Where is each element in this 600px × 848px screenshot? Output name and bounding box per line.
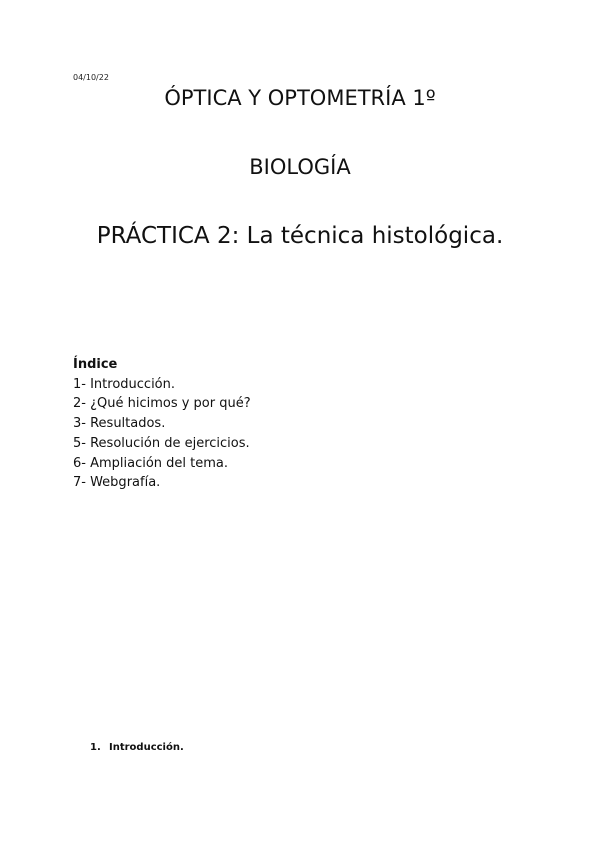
toc-item-webography: 7- Webgrafía. xyxy=(73,475,161,491)
toc-item-extension: 6- Ampliación del tema. xyxy=(73,455,229,471)
toc-item-introduction: 1- Introducción. xyxy=(73,376,176,392)
section-heading xyxy=(90,742,184,753)
practice-title: PRÁCTICA 2: La técnica histológica. xyxy=(96,223,504,249)
toc-list xyxy=(73,375,251,493)
toc-item-results: 3- Resultados. xyxy=(73,416,166,432)
section-number: 1. xyxy=(90,742,101,753)
document-date: 04/10/22 xyxy=(73,73,109,82)
toc-item-what-we-did: 2- ¿Qué hicimos y por qué? xyxy=(73,396,251,412)
table-of-contents xyxy=(73,355,251,493)
subject-title: BIOLOGÍA xyxy=(249,155,351,179)
toc-item-exercises: 5- Resolución de ejercicios. xyxy=(73,435,250,451)
course-title: ÓPTICA Y OPTOMETRÍA 1º xyxy=(164,86,436,110)
section-title: Introducción. xyxy=(109,742,184,753)
toc-heading: Índice xyxy=(73,357,118,372)
